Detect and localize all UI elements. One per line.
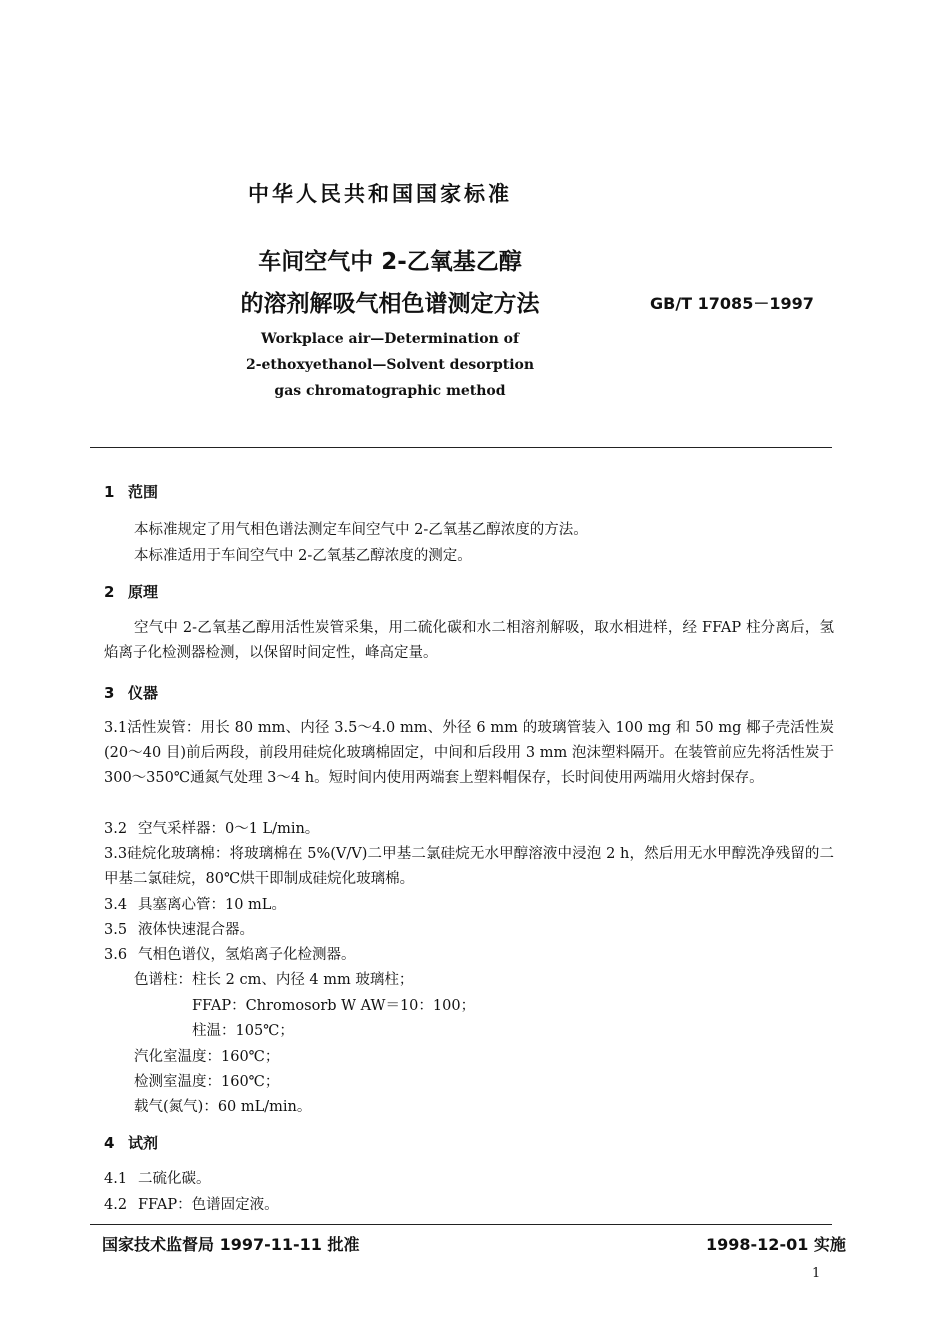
english-title-line-1: Workplace air—Determination of [261,331,519,347]
section-title: 试剂 [128,1134,159,1152]
section-number: 3 [104,684,115,702]
section-1-paragraph-1: 本标准规定了用气相色谱法测定车间空气中 2-乙氧基乙醇浓度的方法。 [134,522,588,538]
section-number: 1 [104,483,115,501]
item-number: 3.1 [104,720,128,736]
item-number: 4.1 [104,1171,128,1187]
section-title: 范围 [128,483,159,501]
item-3-5 [104,918,254,939]
item-3-4 [104,893,286,914]
detector-temperature: 检测室温度：160℃； [134,1074,280,1090]
carrier-gas: 载气(氮气)：60 mL/min。 [134,1099,312,1115]
item-text: 活性炭管：用长 80 mm、内径 3.5～4.0 mm、外径 6 mm 的玻璃管装入 100 mg 和 50 mg 椰子壳活性炭(20～40 目)前后两段，前段用硅烷化玻璃棉固定，中间和后段用 3 mm 泡沫塑料隔开。在装管前应先将活性炭于 300～350℃通氮气处理 3～4 h。短时间内使用两端套上塑料帽保存，长时间使用两端用火熔封保存。 [104,720,834,786]
item-number: 3.6 [104,947,128,963]
item-text: 硅烷化玻璃棉：将玻璃棉在 5%(V/V)二甲基二氯硅烷无水甲醇溶液中浸泡 2 h，然后用无水甲醇洗净残留的二甲基二氯硅烷，80℃烘干即制成硅烷化玻璃棉。 [104,846,834,887]
approval-note: 国家技术监督局 1997-11-11 批准 [102,1235,360,1254]
item-4-2 [104,1193,279,1214]
english-title-line-2: 2-ethoxyethanol—Solvent desorption [245,357,535,373]
item-3-3 [104,842,834,892]
item-3-1 [104,716,834,791]
item-number: 3.5 [104,922,128,938]
item-number: 3.2 [104,821,128,837]
standard-code: GB/T 17085－1997 [650,294,814,313]
item-3-6 [104,943,356,964]
section-1-heading [104,481,158,502]
implementation-date: 1998-12-01 实施 [706,1235,846,1254]
item-number: 3.3 [104,846,128,862]
item-text: 液体快速混合器。 [138,922,254,938]
section-2-paragraph: 空气中 2-乙氧基乙醇用活性炭管采集，用二硫化碳和水二相溶剂解吸，取水相进样，经 FFAP 柱分离后，氢焰离子化检测器检测，以保留时间定性，峰高定量。 [104,620,834,661]
section-1-paragraph-2: 本标准适用于车间空气中 2-乙氧基乙醇浓度的测定。 [134,548,472,564]
ffap-spec: FFAP：Chromosorb W AW＝10：100； [192,998,476,1014]
section-number: 2 [104,583,115,601]
item-text: 具塞离心管：10 mL。 [138,897,286,913]
item-number: 3.4 [104,897,128,913]
item-text: FFAP：色谱固定液。 [138,1197,279,1213]
item-text: 气相色谱仪，氢焰离子化检测器。 [138,947,356,963]
section-title: 原理 [128,583,159,601]
item-number: 4.2 [104,1197,128,1213]
footer-divider [90,1224,832,1225]
section-2-heading [104,581,158,602]
chinese-title-line-2: 的溶剂解吸气相色谱测定方法 [240,291,540,317]
section-number: 4 [104,1134,115,1152]
english-title-line-3: gas chromatographic method [274,383,506,399]
item-3-2 [104,817,319,838]
column-spec: 色谱柱：柱长 2 cm、内径 4 mm 玻璃柱； [134,972,414,988]
column-temperature: 柱温：105℃； [192,1023,294,1039]
vaporizer-temperature: 汽化室温度：160℃； [134,1049,280,1065]
item-text: 空气采样器：0～1 L/min。 [138,821,320,837]
item-text: 二硫化碳。 [138,1171,211,1187]
standard-title: 中华人民共和国国家标准 [248,182,512,206]
section-4-heading [104,1132,158,1153]
section-3-heading [104,682,158,703]
section-title: 仪器 [128,684,159,702]
chinese-title-line-1: 车间空气中 2-乙氧基乙醇 [258,249,522,275]
page-number: 1 [812,1266,821,1281]
header-divider [90,447,832,448]
item-4-1 [104,1167,211,1188]
